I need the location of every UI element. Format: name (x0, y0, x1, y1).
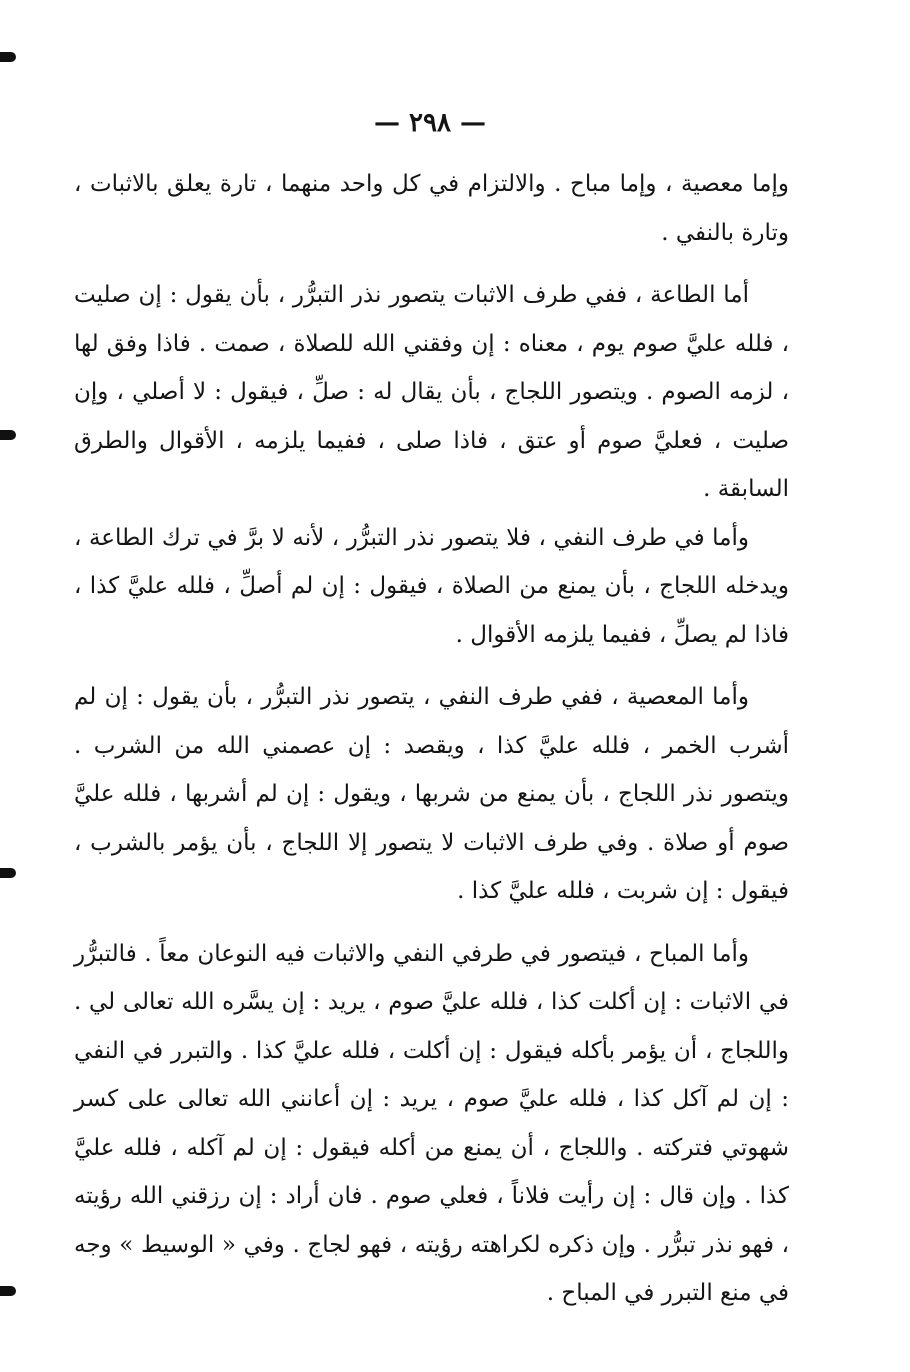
paragraph: أما الطاعة ، ففي طرف الاثبات يتصور نذر التبرُّر ، بأن يقول : إن صليت ، فلله عليَّ صوم يوم ، معناه : إن وفقني الله للصلاة ، صمت . فاذا وفق لها ، لزمه الصوم . ويتصور اللجاج ، بأن يقال له : صلِّ ، فيقول : لا أصلي ، وإن صليت ، فعليَّ صوم أو عتق ، فاذا صلى ، ففيما يلزمه ، الأقوال والطرق السابقة . (74, 282, 789, 502)
body-text (74, 160, 789, 1318)
paragraph: وأما المعصية ، ففي طرف النفي ، يتصور نذر التبرُّر ، بأن يقول : إن لم أشرب الخمر ، فلله عليَّ كذا ، ويقصد : إن عصمني الله من الشرب . ويتصور نذر اللجاج ، بأن يمنع من شربها ، ويقول : إن لم أشربها ، فلله عليَّ صوم أو صلاة . وفي طرف الاثبات لا يتصور إلا اللجاج ، بأن يؤمر بالشرب ، فيقول : إن شربت ، فلله عليَّ كذا . (74, 684, 789, 904)
paragraph: وأما المباح ، فيتصور في طرفي النفي والاثبات فيه النوعان معاً . فالتبرُّر في الاثبات : إن أكلت كذا ، فلله عليَّ صوم ، يريد : إن يسَّره الله تعالى لي . واللجاج ، أن يؤمر بأكله فيقول : إن أكلت ، فلله عليَّ كذا . والتبرر في النفي : إن لم آكل كذا ، فلله عليَّ صوم ، يريد : إن أعانني الله تعالى على كسر شهوتي فتركته . واللجاج ، أن يمنع من أكله فيقول : إن لم آكله ، فلله عليَّ كذا . وإن قال : إن رأيت فلاناً ، فعلي صوم . فان أراد : إن رزقني الله رؤيته ، فهو نذر تبرُّر . وإن ذكره لكراهته رؤيته ، فهو لجاج . وفي « الوسيط » وجه في منع التبرر في المباح . (74, 940, 789, 1306)
page-number: — ٢٩٨ — (373, 108, 487, 138)
paragraph: وإما معصية ، وإما مباح . والالتزام في كل واحد منهما ، تارة يعلق بالاثبات ، وتارة بالنفي . (74, 171, 789, 246)
margin-mark (0, 430, 16, 440)
margin-mark (0, 1286, 16, 1296)
margin-mark (0, 52, 16, 62)
margin-mark (0, 868, 16, 878)
paragraph: وأما في طرف النفي ، فلا يتصور نذر التبرُّر ، لأنه لا برَّ في ترك الطاعة ، ويدخله اللجاج ، بأن يمنع من الصلاة ، فيقول : إن لم أصلِّ ، فلله عليَّ كذا ، فاذا لم يصلِّ ، ففيما يلزمه الأقوال . (74, 524, 789, 648)
